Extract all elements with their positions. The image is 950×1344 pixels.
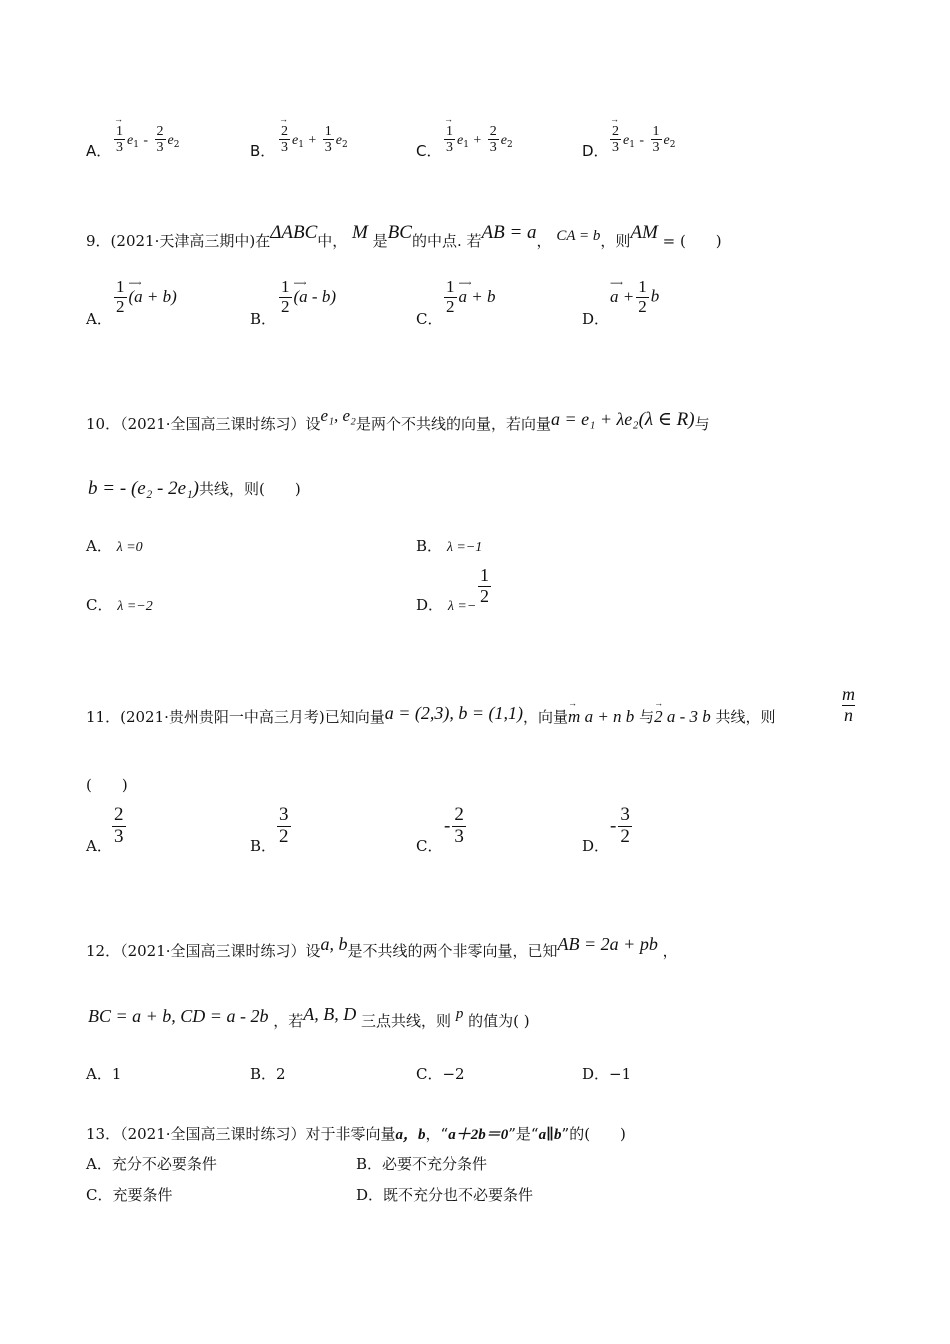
frac-den: 3 <box>446 140 453 156</box>
frac-den: 2 <box>620 825 630 847</box>
frac-den: 3 <box>324 140 332 156</box>
q10-option-d-frac <box>476 566 493 607</box>
sign: - <box>444 815 451 837</box>
q13-option-b <box>356 1153 487 1174</box>
q10-stem-line1 <box>86 406 710 435</box>
frac-den: 2 <box>281 296 290 316</box>
q13-cond: a＋2b＝0 <box>448 1127 509 1143</box>
vec-b: b <box>650 286 660 306</box>
q8-option-b <box>250 140 275 161</box>
option-label: D． <box>582 1065 610 1083</box>
q11-option-a-label: A． <box>86 837 112 855</box>
frac-den: 3 <box>489 140 497 156</box>
q13-par: a∥b <box>538 1127 562 1143</box>
frac-num: 2 <box>489 124 497 139</box>
frac-den: 3 <box>612 140 619 156</box>
frac-num: 1 <box>116 277 125 296</box>
q12-text-1: 是不共线的两个非零向量，已知 <box>347 942 558 960</box>
frac-den: n <box>844 704 853 725</box>
q10-cond: (λ ∈ R) <box>638 409 695 430</box>
sub-2: 2 <box>506 139 513 150</box>
q9-option-d-label: D． <box>582 310 610 328</box>
q12-bc-cd: BC = a + b, CD = a - 2b <box>88 1006 269 1026</box>
q9-text-2: 是 <box>372 232 388 250</box>
vec-diff: ⟶ (a - b) <box>294 287 336 307</box>
q13-text-1: ，“ <box>425 1125 449 1143</box>
q10-stem-line2 <box>88 478 301 500</box>
option-value: 充分不必要条件 <box>111 1155 217 1173</box>
frac-num: → 1 <box>444 124 455 139</box>
q10-option-a <box>86 535 143 556</box>
q11-vec-expr: a = (2,3), b = (1,1) <box>384 703 524 723</box>
q10-text-1: 是两个不共线的向量，若向量 <box>355 415 551 433</box>
q10-b-inner: (e₂ - 2e₁) <box>130 478 199 499</box>
operator: - <box>143 132 149 148</box>
q10-prefix: 10．（2021·全国高三课时练习）设 <box>86 415 321 433</box>
q9-text-3: 的中点. 若 <box>411 232 482 250</box>
var-e: e <box>663 132 670 148</box>
option-label: A． <box>86 1155 112 1173</box>
q11-prefix: 11．(2021·贵州贵阳一中高三月考)已知向量 <box>86 708 385 726</box>
option-value: λ =− <box>447 599 477 614</box>
sub-2: 2 <box>173 139 180 150</box>
q13-vars: a，b <box>395 1127 426 1143</box>
q9-option-a-label: A． <box>86 310 112 328</box>
frac-num: 2 <box>156 124 164 139</box>
q12-text-5: 的值为( ) <box>468 1012 530 1030</box>
option-value: 1 <box>111 1065 122 1083</box>
q8-option-d-expr <box>608 124 675 156</box>
q11-option-c-label: C． <box>416 837 443 855</box>
q13-option-d <box>356 1184 533 1205</box>
q11-combo-2: → 2 a - 3 b <box>654 707 711 727</box>
q12-option-a <box>86 1063 121 1084</box>
q11-text-3: 共线，则 <box>715 708 776 726</box>
option-value: 充要条件 <box>112 1186 173 1204</box>
q10-text-3: 共线，则( ) <box>199 480 301 498</box>
sign: - <box>610 815 617 837</box>
q9-am: AM <box>630 222 658 243</box>
option-value: 必要不充分条件 <box>382 1155 488 1173</box>
q10-option-b <box>416 535 482 556</box>
q9-triangle: ΔABC <box>270 222 318 243</box>
var-e: e <box>292 132 299 148</box>
sub-2: 2 <box>341 139 348 150</box>
option-label: B． <box>250 142 276 160</box>
q9-option-b-label: B． <box>250 310 277 328</box>
vec-a: ⟶ a + <box>610 287 634 307</box>
frac-num: → 2 <box>610 124 621 139</box>
operator: + <box>308 132 317 148</box>
frac-den: 3 <box>281 140 288 156</box>
var-e: e <box>500 132 507 148</box>
q8-option-b-expr <box>277 124 348 156</box>
q11-text-2: 与 <box>639 708 655 726</box>
q12-option-b <box>250 1063 286 1084</box>
q10-text-2: 与 <box>694 415 710 433</box>
frac-num: → 1 <box>114 124 125 139</box>
q9-option-a-expr <box>112 278 177 316</box>
sub-1: 1 <box>298 139 304 150</box>
q8-option-a-expr <box>112 124 179 156</box>
frac-den: 2 <box>446 296 455 316</box>
option-value: 2 <box>276 1065 286 1083</box>
frac-den: 2 <box>638 296 647 316</box>
var-e: e <box>127 132 134 148</box>
sub-1: 1 <box>463 139 469 150</box>
frac-num: 2 <box>114 804 124 825</box>
q11-combo-1: → m a + n b <box>568 707 634 727</box>
option-label: D． <box>356 1186 384 1204</box>
var-e: e <box>167 132 174 148</box>
option-label: B． <box>416 537 443 555</box>
q12-stem-line2 <box>88 1004 530 1031</box>
q11-ratio <box>838 685 859 726</box>
frac-num: → 2 <box>279 124 290 139</box>
vec-sum: ⟶ a + b <box>459 287 496 307</box>
frac-num: 1 <box>324 124 332 139</box>
option-label: C． <box>86 1186 113 1204</box>
option-label: A． <box>86 537 112 555</box>
option-value: λ =0 <box>116 540 143 555</box>
frac-den: 2 <box>480 585 489 606</box>
q13-text-2: ”是“ <box>508 1125 539 1143</box>
q11-stem <box>86 703 776 727</box>
option-label: A． <box>86 1065 112 1083</box>
q9-text-4: ，则 <box>600 232 631 250</box>
q13-text-3: ”的( ) <box>561 1125 626 1143</box>
q12-text-3: ，若 <box>273 1012 304 1030</box>
sub-2: 2 <box>669 139 676 150</box>
frac-num: 1 <box>480 565 489 585</box>
q12-text-2: ， <box>662 942 678 960</box>
frac-den: 3 <box>652 140 660 156</box>
q12-text-4: 三点共线，则 <box>361 1012 452 1030</box>
q11-option-d-value <box>610 805 634 848</box>
q8-option-c <box>416 140 441 161</box>
frac-den: 3 <box>114 825 124 847</box>
q9-option-d-expr <box>610 278 659 316</box>
option-value: λ =−1 <box>446 540 483 555</box>
frac-num: 1 <box>652 124 660 139</box>
q12-option-c <box>416 1063 465 1084</box>
q8-option-a <box>86 140 111 161</box>
operator: + <box>473 132 482 148</box>
q11-option-b-label: B． <box>250 837 277 855</box>
option-label: D． <box>582 142 609 160</box>
q11-option-a-value <box>110 805 128 848</box>
q10-e-pair: e₁, e₂ <box>320 406 356 425</box>
option-label: B． <box>356 1155 383 1173</box>
q13-prefix: 13．（2021·全国高三课时练习）对于非零向量 <box>86 1125 396 1143</box>
q8-option-c-expr <box>442 124 513 156</box>
q9-m: M <box>352 222 368 243</box>
frac-den: 3 <box>156 140 164 156</box>
frac-den: 2 <box>116 296 125 316</box>
q11-text-1: ，向量 <box>523 708 569 726</box>
var-e: e <box>623 132 630 148</box>
option-label: C． <box>416 142 442 160</box>
q9-stem <box>86 222 722 252</box>
frac-den: 2 <box>279 825 289 847</box>
q11-paren: ( ) <box>86 776 128 794</box>
option-label: A． <box>86 142 112 160</box>
q9-bc: BC <box>387 222 412 243</box>
q8-option-d <box>582 140 609 161</box>
q10-option-d-label <box>416 594 476 615</box>
frac-num: 2 <box>454 804 464 825</box>
q9-ca-eq: CA = b <box>556 228 601 244</box>
frac-num: 1 <box>446 277 455 296</box>
option-value: −2 <box>442 1065 465 1083</box>
q11-option-d-label: D． <box>582 837 610 855</box>
q9-text-5: = ( ) <box>662 232 722 250</box>
frac-num: 1 <box>638 277 647 296</box>
q12-stem-line1 <box>86 934 678 961</box>
sub-1: 1 <box>133 139 139 150</box>
q10-b-expr: b = - <box>88 478 127 499</box>
operator: - <box>639 132 645 148</box>
q12-p: p <box>455 1006 464 1022</box>
q9-ab-eq: AB = a <box>481 222 537 243</box>
option-value: λ =−2 <box>117 599 153 614</box>
var-e: e <box>335 132 342 148</box>
option-label: C． <box>416 1065 443 1083</box>
q9-option-b-expr <box>277 278 336 316</box>
q12-ab: a, b <box>320 934 348 954</box>
option-label: B． <box>250 1065 277 1083</box>
vec-sum: ⟶ (a + b) <box>129 287 177 307</box>
q13-option-c <box>86 1184 173 1205</box>
q12-ab-vec: AB = 2a + pb <box>557 934 658 954</box>
q10-a-expr: a = e₁ + λe₂ <box>550 409 639 429</box>
frac-num: 3 <box>279 804 289 825</box>
q11-option-c-value <box>444 805 468 848</box>
sub-1: 1 <box>629 139 635 150</box>
option-label: D． <box>416 596 444 614</box>
q10-option-c <box>86 594 153 615</box>
frac-num: m <box>842 684 855 704</box>
frac-num: 1 <box>281 277 290 296</box>
option-value: 既不充分也不必要条件 <box>383 1186 534 1204</box>
q9-option-c-label: C． <box>416 310 443 328</box>
frac-num: 3 <box>620 804 630 825</box>
var-e: e <box>457 132 464 148</box>
q9-comma: ， <box>536 232 552 250</box>
q9-prefix: 9．(2021·天津高三期中)在 <box>86 232 271 250</box>
q13-option-a <box>86 1153 217 1174</box>
q9-option-c-expr <box>442 278 495 316</box>
q9-text-1: 中， <box>317 232 348 250</box>
frac-den: 3 <box>454 825 464 847</box>
q13-stem <box>86 1123 626 1144</box>
q11-option-b-value <box>275 805 293 848</box>
option-value: −1 <box>609 1065 632 1083</box>
q12-option-d <box>582 1063 631 1084</box>
q12-abd: A, B, D <box>303 1004 357 1024</box>
frac-den: 3 <box>116 140 123 156</box>
q12-prefix: 12．（2021·全国高三课时练习）设 <box>86 942 321 960</box>
option-label: C． <box>86 596 113 614</box>
